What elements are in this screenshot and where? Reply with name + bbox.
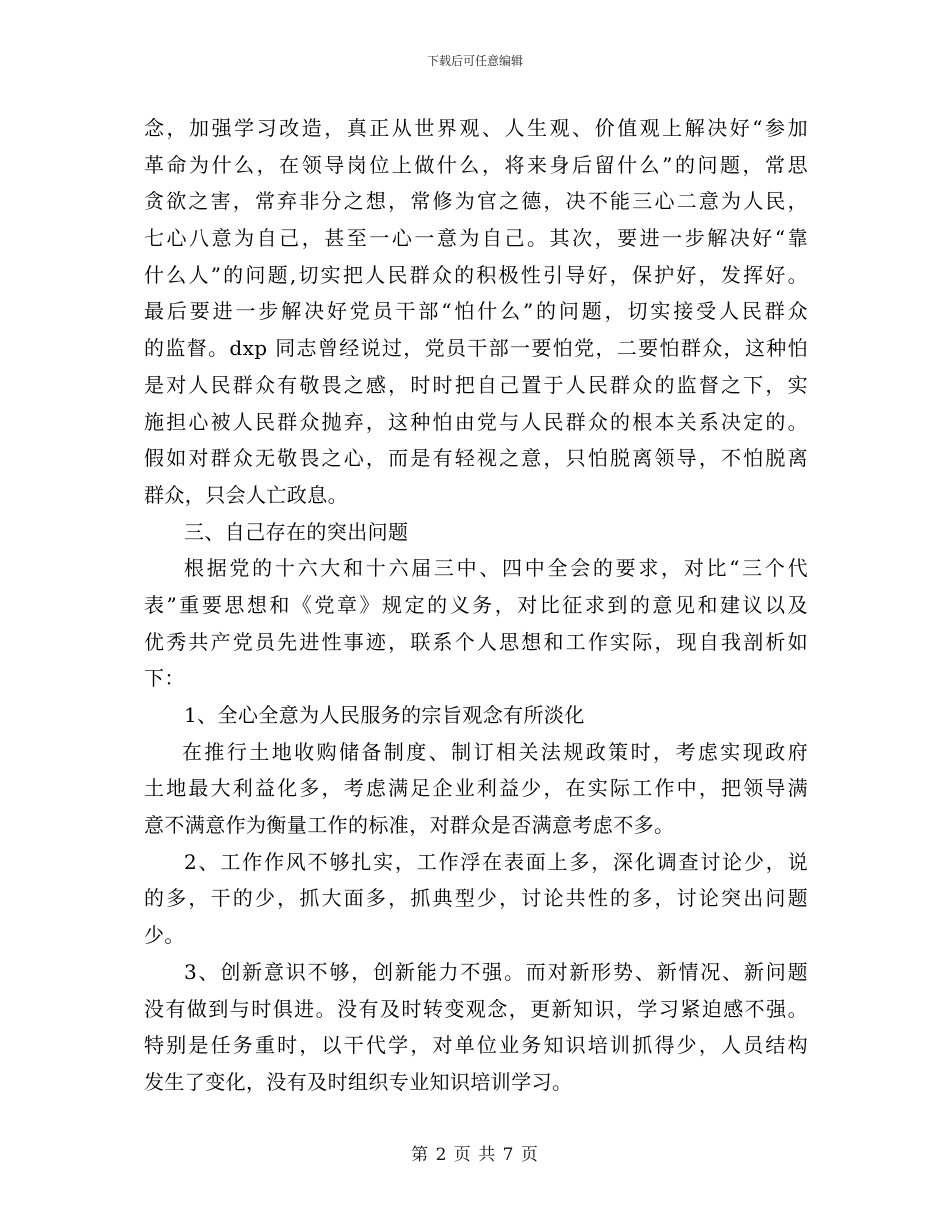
paragraph-line: 少。 <box>144 923 185 948</box>
paragraph-line: 发生了变化，没有及时组织专业知识培训学习。 <box>144 1069 573 1094</box>
paragraph-line: 什么人”的问题,切实把人民群众的积极性引导好，保护好，发挥好。 <box>144 262 808 287</box>
section-heading: 三、自己存在的突出问题 <box>184 519 409 544</box>
paragraph-line: 2、工作作风不够扎实，工作浮在表面上多，深化调查讨论少，说 <box>184 849 808 874</box>
paragraph-line: 下： <box>144 666 185 691</box>
paragraph-line: 革命为什么，在领导岗位上做什么，将来身后留什么”的问题，常思 <box>144 152 808 177</box>
paragraph-line: 特别是任务重时，以干代学，对单位业务知识培训抓得少，人员结构 <box>144 1033 808 1058</box>
paragraph-line: 表”重要思想和《党章》规定的义务，对比征求到的意见和建议以及 <box>144 592 808 617</box>
paragraph-line: 没有做到与时俱进。没有及时转变观念，更新知识，学习紧迫感不强。 <box>144 996 808 1021</box>
paragraph-line: 的监督。dxp 同志曾经说过，党员干部一要怕党，二要怕群众，这种怕 <box>144 336 808 361</box>
paragraph-line: 群众，只会人亡政息。 <box>144 482 348 507</box>
page-number: 第 2 页 共 7 页 <box>411 1145 539 1165</box>
paragraph-line: 根据党的十六大和十六届三中、四中全会的要求，对比“三个代 <box>184 556 808 581</box>
paragraph-line: 是对人民群众有敬畏之感，时时把自己置于人民群众的监督之下，实 <box>144 372 808 397</box>
paragraph-line: 念，加强学习改造，真正从世界观、人生观、价值观上解决好“参加 <box>144 116 808 140</box>
paragraph-line: 假如对群众无敬畏之心，而是有轻视之意，只怕脱离领导，不怕脱离 <box>144 446 808 471</box>
paragraph-line: 在推行土地收购储备制度、制订相关法规政策时，考虑实现政府 <box>182 739 808 764</box>
item-heading: 1、全心全意为人民服务的宗旨观念有所淡化 <box>184 703 585 727</box>
paragraph-line: 贪欲之害，常弃非分之想，常修为官之德，决不能三心二意为人民， <box>144 189 808 214</box>
paragraph-line: 施担心被人民群众抛弃，这种怕由党与人民群众的根本关系决定的。 <box>144 409 808 434</box>
paragraph-line: 意不满意作为衡量工作的标准，对群众是否满意考虑不多。 <box>144 813 675 838</box>
paragraph-line: 优秀共产党员先进性事迹，联系个人思想和工作实际，现自我剖析如 <box>144 629 808 654</box>
paragraph-line: 的多，干的少，抓大面多，抓典型少，讨论共性的多，讨论突出问题 <box>144 886 808 911</box>
paragraph-line: 土地最大利益化多，考虑满足企业利益少，在实际工作中，把领导满 <box>144 776 808 801</box>
paragraph-line: 3、创新意识不够，创新能力不强。而对新形势、新情况、新问题 <box>184 959 808 984</box>
page-header: 下载后可任意编辑 <box>426 54 523 68</box>
paragraph-line: 七心八意为自己，甚至一心一意为自己。其次，要进一步解决好“靠 <box>144 226 808 251</box>
paragraph-line: 最后要进一步解决好党员干部“怕什么”的问题，切实接受人民群众 <box>144 299 808 324</box>
body-text <box>144 110 808 1101</box>
